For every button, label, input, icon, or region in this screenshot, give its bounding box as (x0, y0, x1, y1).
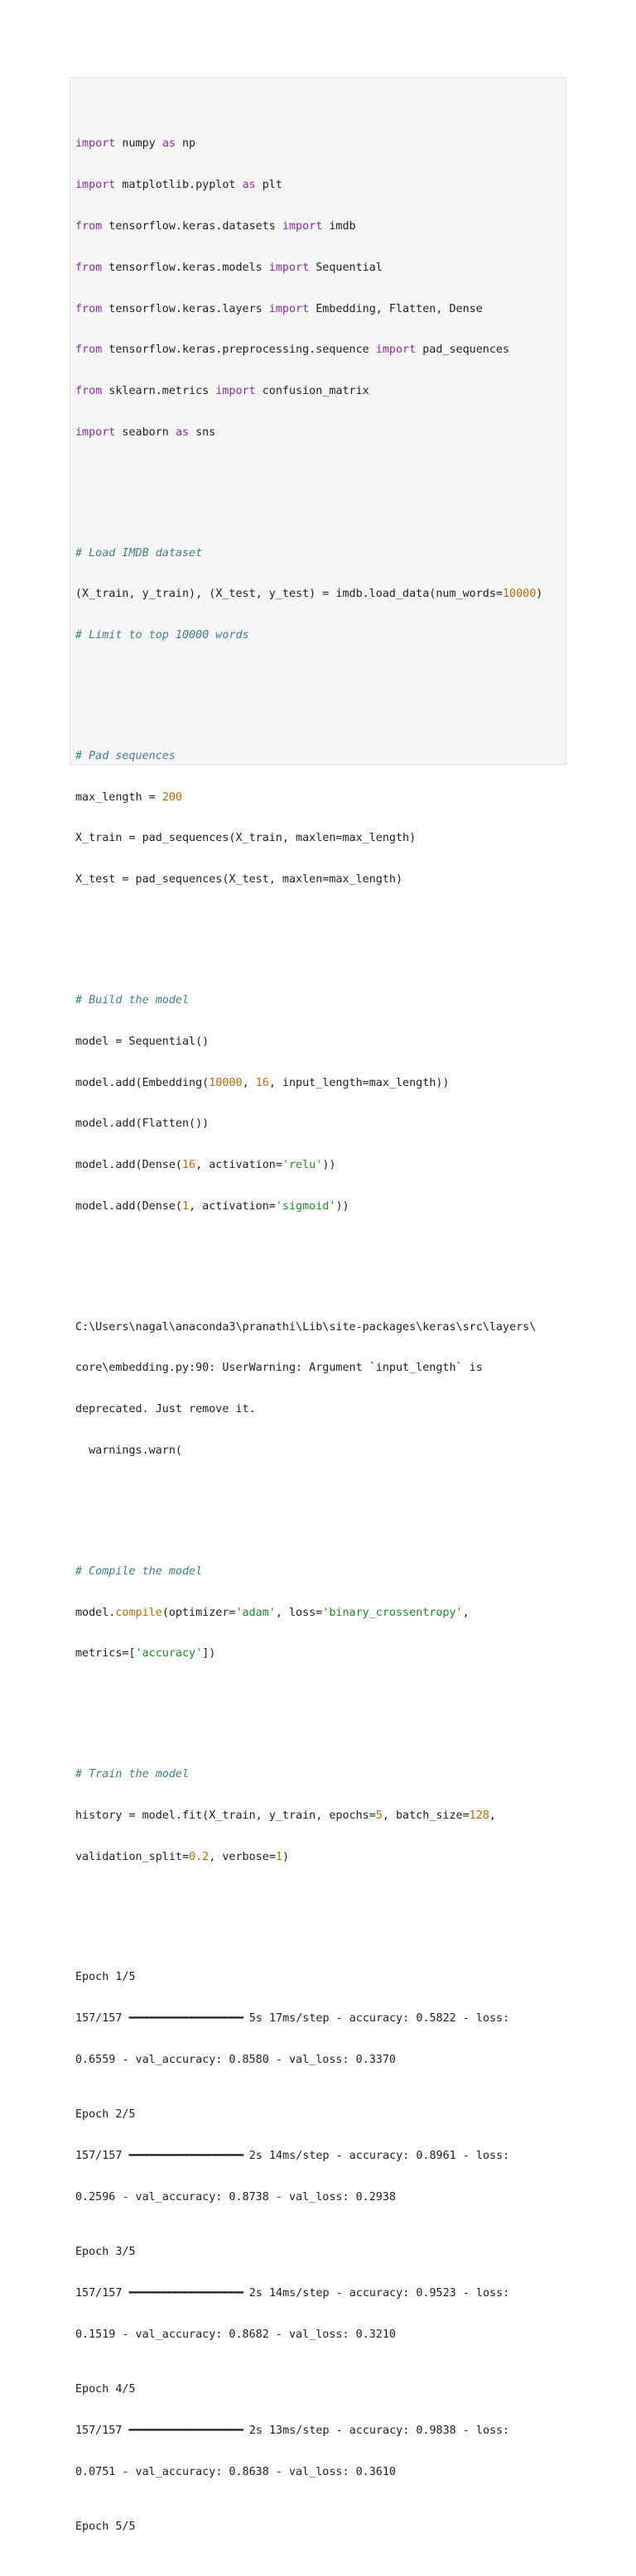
code-line-dense-relu (75, 1159, 542, 1173)
epoch-progress-line (75, 2425, 542, 2439)
code-text: model.add(Embedding( (75, 1076, 210, 1089)
epoch-header: Epoch 2/5 (75, 2108, 136, 2122)
epoch-header: Epoch 3/5 (75, 2246, 136, 2259)
epoch-progress-line (75, 2287, 542, 2301)
number-literal: 1 (275, 1850, 282, 1863)
code-line-import-matplotlib (75, 179, 542, 193)
comment-compile-model: # Compile the model (75, 1564, 203, 1578)
progress-count: 157/157 (75, 2424, 129, 2437)
warning-output-line: warnings.warn( (75, 1444, 182, 1457)
code-text: Sequential (309, 261, 383, 274)
blank-line (75, 1499, 542, 1510)
epoch-progress-line (75, 2150, 542, 2164)
code-text: , (489, 1809, 496, 1822)
code-text: imdb (322, 219, 356, 233)
epoch-header: Epoch 4/5 (75, 2383, 136, 2396)
keyword: from (75, 261, 103, 274)
warning-output-line: C:\Users\nagal\anaconda3\pranathi\Lib\site-packages\keras\src\layers\ (75, 1320, 537, 1334)
number-literal: 200 (161, 791, 182, 804)
blank-line (75, 1703, 542, 1713)
code-line-import-sequential (75, 262, 542, 276)
keyword: import (215, 385, 256, 398)
code-line-fit-args (75, 1851, 542, 1865)
keyword: import (268, 302, 310, 315)
keyword: import (268, 261, 310, 274)
number-literal: 128 (469, 1809, 489, 1822)
code-line-compile (75, 1607, 542, 1621)
string-literal: 'adam' (235, 1606, 276, 1619)
progress-bar: ━━━━━━━━━━━━━━━━━━━━ (128, 2287, 243, 2300)
warning-output-line: deprecated. Just remove it. (75, 1403, 256, 1416)
code-line-compile-metrics (75, 1647, 542, 1661)
code-text: model.add(Dense( (75, 1159, 182, 1172)
keyword: as (242, 179, 256, 192)
comment-build-model: # Build the model (75, 994, 190, 1007)
code-text: pad_sequences (416, 344, 510, 357)
code-line-flatten: model.add(Flatten()) (75, 1117, 210, 1131)
code-text: , activation= (189, 1199, 276, 1213)
blank-line (75, 1255, 542, 1266)
code-text: max_length = (75, 791, 162, 804)
code-text: metrics=[ (75, 1647, 136, 1660)
code-block (75, 83, 542, 2576)
code-text: , verbose= (209, 1850, 276, 1863)
string-literal: 'accuracy' (135, 1647, 203, 1660)
code-text: , batch_size= (382, 1809, 470, 1822)
code-line-pad-train: X_train = pad_sequences(X_train, maxlen=max_length) (75, 832, 417, 845)
code-text: tensorflow.keras.datasets (102, 219, 282, 233)
code-line-import-pad-sequences (75, 344, 542, 358)
epoch-stats: 5s 17ms/step - accuracy: 0.5822 - loss: (242, 2012, 510, 2026)
code-text: confusion_matrix (255, 385, 369, 398)
code-line-import-imdb (75, 220, 542, 234)
keyword: from (75, 385, 103, 398)
epoch-stats-line: 0.2596 - val_accuracy: 0.8738 - val_loss: 0.2938 (75, 2190, 396, 2204)
code-text: ) (282, 1850, 289, 1863)
epoch-stats-line: 0.1519 - val_accuracy: 0.8682 - val_loss: 0.3210 (75, 2328, 396, 2341)
blank-line (75, 481, 542, 492)
code-text: ]) (202, 1647, 216, 1660)
warning-output-line: core\embedding.py:90: UserWarning: Argument `input_length` is (75, 1362, 483, 1375)
blank-line (75, 685, 542, 695)
number-literal: 10000 (209, 1076, 243, 1089)
code-line-max-length (75, 791, 542, 805)
code-text: (X_train, y_train), (X_test, y_test) = imdb.load_data(num_words= (75, 588, 503, 601)
number-literal: 16 (182, 1159, 196, 1172)
epoch-header: Epoch 5/5 (75, 2521, 136, 2534)
code-text: model.add(Dense( (75, 1199, 182, 1213)
keyword: import (75, 137, 116, 151)
code-text: validation_split= (75, 1850, 190, 1863)
code-text: (optimizer= (161, 1606, 236, 1619)
code-line-import-layers (75, 303, 542, 317)
code-line-fit (75, 1809, 542, 1824)
code-text: Embedding, Flatten, Dense (309, 302, 483, 315)
keyword: as (175, 425, 190, 439)
number-literal: 16 (255, 1076, 269, 1089)
epoch-stats: 2s 13ms/step - accuracy: 0.9838 - loss: (242, 2424, 510, 2437)
builtin-name: compile (115, 1606, 162, 1619)
progress-count: 157/157 (75, 2287, 129, 2300)
code-text: tensorflow.keras.models (102, 261, 269, 274)
code-text: , (462, 1606, 470, 1619)
epoch-header: Epoch 1/5 (75, 1971, 136, 1984)
string-literal: 'binary_crossentropy' (322, 1606, 463, 1619)
progress-bar: ━━━━━━━━━━━━━━━━━━━━ (128, 2424, 243, 2437)
epoch-progress-line (75, 2012, 542, 2026)
code-text: tensorflow.keras.layers (102, 302, 269, 315)
code-text: numpy (115, 137, 162, 151)
string-literal: 'sigmoid' (275, 1199, 336, 1213)
code-text: )) (335, 1199, 349, 1213)
keyword: as (161, 137, 176, 151)
blank-line (75, 1906, 542, 1916)
code-line-load-data (75, 588, 542, 602)
progress-count: 157/157 (75, 2012, 129, 2026)
code-text: plt (255, 179, 282, 192)
code-text: np (175, 137, 196, 151)
code-line-dense-sigmoid (75, 1200, 542, 1214)
keyword: import (375, 344, 417, 357)
progress-bar: ━━━━━━━━━━━━━━━━━━━━ (128, 2012, 243, 2026)
code-text: sklearn.metrics (102, 385, 216, 398)
code-text: tensorflow.keras.preprocessing.sequence (102, 344, 376, 357)
epoch-stats-line: 0.6559 - val_accuracy: 0.8580 - val_loss: 0.3370 (75, 2053, 396, 2066)
code-line-import-confusion-matrix (75, 385, 542, 399)
code-text: , activation= (195, 1159, 282, 1172)
epoch-stats: 2s 14ms/step - accuracy: 0.8961 - loss: (242, 2150, 510, 2163)
code-line-embedding (75, 1077, 542, 1091)
epoch-stats-line: 0.0751 - val_accuracy: 0.8638 - val_loss: 0.3610 (75, 2465, 396, 2478)
number-literal: 10000 (502, 588, 537, 601)
number-literal: 1 (182, 1199, 190, 1213)
code-text: history = model.fit(X_train, y_train, epochs= (75, 1809, 376, 1822)
progress-count: 157/157 (75, 2150, 129, 2163)
code-line-import-seaborn (75, 426, 542, 440)
number-literal: 0.2 (189, 1850, 210, 1863)
keyword: from (75, 302, 103, 315)
code-text: matplotlib.pyplot (115, 179, 243, 192)
code-text: ) (536, 588, 543, 601)
code-text: , input_length=max_length)) (268, 1076, 450, 1089)
string-literal: 'relu' (282, 1159, 323, 1172)
code-cell (70, 77, 566, 2534)
code-text: model. (75, 1606, 116, 1619)
code-text: )) (322, 1159, 336, 1172)
comment-pad-sequences: # Pad sequences (75, 749, 176, 762)
number-literal: 5 (375, 1809, 383, 1822)
comment-train-model: # Train the model (75, 1768, 190, 1781)
code-text: sns (189, 425, 216, 439)
code-line-pad-test: X_test = pad_sequences(X_test, maxlen=max_length) (75, 873, 403, 887)
code-text: seaborn (115, 425, 176, 439)
keyword: import (75, 425, 116, 439)
keyword: from (75, 219, 103, 233)
code-text: , loss= (275, 1606, 323, 1619)
progress-bar: ━━━━━━━━━━━━━━━━━━━━ (128, 2150, 243, 2163)
comment-limit-words: # Limit to top 10000 words (75, 629, 249, 642)
keyword: import (75, 179, 116, 192)
comment-load-dataset: # Load IMDB dataset (75, 546, 203, 560)
epoch-stats: 2s 14ms/step - accuracy: 0.9523 - loss: (242, 2287, 510, 2300)
keyword: import (282, 219, 323, 233)
keyword: from (75, 344, 103, 357)
code-line-import-numpy (75, 137, 542, 151)
code-line-sequential: model = Sequential() (75, 1035, 210, 1048)
blank-line (75, 929, 542, 940)
code-text: , (242, 1076, 256, 1089)
